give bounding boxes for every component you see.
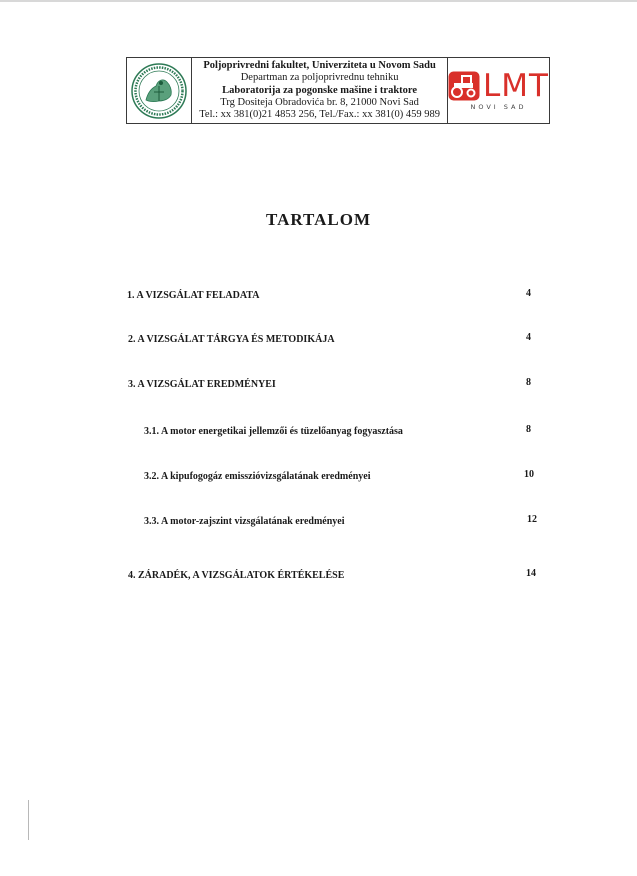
phone-fax: Tel.: xx 381(0)21 4853 256, Tel./Fax.: xx 381(0) 459 989	[199, 109, 440, 121]
page-title: TARTALOM	[266, 210, 371, 229]
laboratory-name: Laboratorija za pogonske mašine i traktore	[222, 84, 418, 96]
faculty-seal-icon	[130, 62, 188, 120]
toc-entry-3-1: 3.1. A motor energetikai jellemzői és tüzelőanyag fogyasztása	[144, 426, 403, 437]
toc-page-3-2: 10	[524, 469, 534, 480]
toc-page-3-3: 12	[527, 514, 537, 525]
address: Trg Dositeja Obradovića br. 8, 21000 Novi Sad	[220, 96, 419, 108]
toc-page-3: 8	[526, 377, 531, 388]
toc-page-4: 14	[526, 568, 536, 579]
department-name: Departman za poljoprivrednu tehniku	[240, 72, 399, 84]
faculty-seal-cell	[127, 58, 192, 123]
scan-edge-mark	[28, 800, 29, 840]
institution-info	[192, 58, 448, 123]
toc-entry-3: 3. A VIZSGÁLAT EREDMÉNYEI	[128, 379, 276, 390]
toc-entry-3-2: 3.2. A kipufogogáz emisszióvizsgálatának eredményei	[144, 471, 371, 482]
lmt-logo	[448, 58, 549, 123]
toc-entry-3-3: 3.3. A motor-zajszint vizsgálatának eredményei	[144, 516, 345, 527]
toc-page-2: 4	[526, 332, 531, 343]
toc-entry-4: 4. ZÁRADÉK, A VIZSGÁLATOK ÉRTÉKELÉSE	[128, 570, 345, 581]
letterhead	[126, 57, 550, 124]
toc-entry-1: 1. A VIZSGÁLAT FELADATA	[127, 290, 260, 301]
scan-edge	[0, 0, 637, 2]
toc-page-1: 4	[526, 288, 531, 299]
faculty-name: Poljoprivredni fakultet, Univerziteta u Novom Sadu	[203, 60, 436, 71]
toc-page-3-1: 8	[526, 424, 531, 435]
toc-entry-2: 2. A VIZSGÁLAT TÁRGYA ÉS METODIKÁJA	[128, 334, 335, 345]
logo-text: LMT	[483, 67, 549, 104]
tractor-icon	[448, 71, 480, 101]
logo-subtext: NOVI SAD	[470, 102, 527, 111]
